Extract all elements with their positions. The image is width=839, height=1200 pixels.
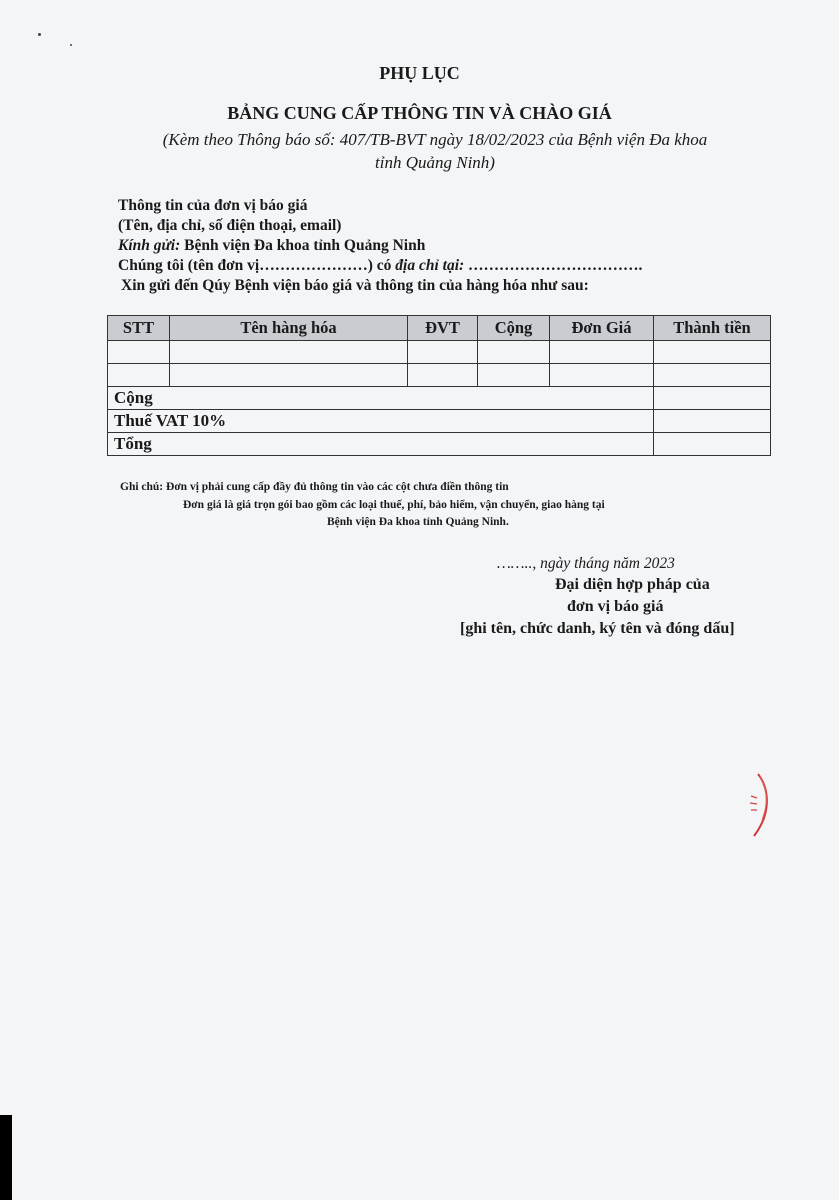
scan-edge [0,1115,12,1200]
vat-label: Thuế VAT 10% [108,410,654,433]
info-line-5: Xin gửi đến Qúy Bệnh viện báo giá và thông tin của hàng hóa như sau: [121,277,589,294]
header-unit: ĐVT [408,316,478,341]
info-line-4-b: địa chỉ tại: [395,257,465,274]
info-line-4-a: Chúng tôi (tên đơn vị…………………) có [118,257,396,274]
table-cell [408,341,478,364]
table-cell [408,364,478,387]
table-cell [550,341,654,364]
header-amount: Thành tiền [654,316,771,341]
table-cell [170,341,408,364]
table-cell [170,364,408,387]
info-line-1: Thông tin của đơn vị báo giá [118,197,308,214]
signature-line-2: đơn vị báo giá [567,598,664,615]
signature-line-1: Đại diện hợp pháp của [555,576,710,593]
quote-table [107,315,771,456]
red-stamp-mark [740,770,780,840]
header-quantity: Cộng [478,316,550,341]
appendix-heading: PHỤ LỤC [379,63,460,83]
scan-speck [70,44,72,46]
info-line-4 [118,256,642,276]
total-value [654,433,771,456]
info-line-4-c: ……………………………. [464,257,643,274]
document-title: BẢNG CUNG CẤP THÔNG TIN VÀ CHÀO GIÁ [227,103,612,123]
total-row [108,433,771,456]
table-cell [654,364,771,387]
subtitle-line-1: (Kèm theo Thông báo số: 407/TB-BVT ngày 18/02/2023 của Bệnh viện Đa khoa [162,130,708,149]
info-line-3-prefix: Kính gửi: [118,237,181,254]
table-cell [654,341,771,364]
table-cell [478,341,550,364]
subtitle-line-2: tỉnh Quảng Ninh) [375,153,495,172]
note-line-2: Đơn giá là giá trọn gói bao gồm các loại thuế, phí, bảo hiểm, vận chuyển, giao hàng tại [183,499,605,511]
info-line-2: (Tên, địa chỉ, số điện thoại, email) [118,217,342,234]
info-line-3-rest: Bệnh viện Đa khoa tỉnh Quảng Ninh [180,237,426,254]
table-cell [108,341,170,364]
header-unit-price: Đơn Giá [550,316,654,341]
total-label: Tổng [108,433,654,456]
vat-value [654,410,771,433]
table-cell [550,364,654,387]
note-line-1: Ghi chú: Đơn vị phải cung cấp đầy đủ thông tin vào các cột chưa điền thông tin [120,481,509,493]
subtotal-label: Cộng [108,387,654,410]
scan-speck [38,33,41,36]
note-line-3: Bệnh viện Đa khoa tỉnh Quảng Ninh. [327,516,509,528]
header-stt: STT [108,316,170,341]
table-row [108,341,771,364]
table-header-row [108,316,771,341]
table-cell [478,364,550,387]
date-line: …….., ngày tháng năm 2023 [497,555,675,572]
vat-row [108,410,771,433]
header-item-name: Tên hàng hóa [170,316,408,341]
table-row [108,364,771,387]
table-cell [108,364,170,387]
document-subtitle [90,128,780,174]
vendor-info-block [118,196,642,296]
info-line-3 [118,236,642,256]
subtotal-value [654,387,771,410]
signature-line-3: [ghi tên, chức danh, ký tên và đóng dấu] [460,620,735,637]
subtotal-row [108,387,771,410]
